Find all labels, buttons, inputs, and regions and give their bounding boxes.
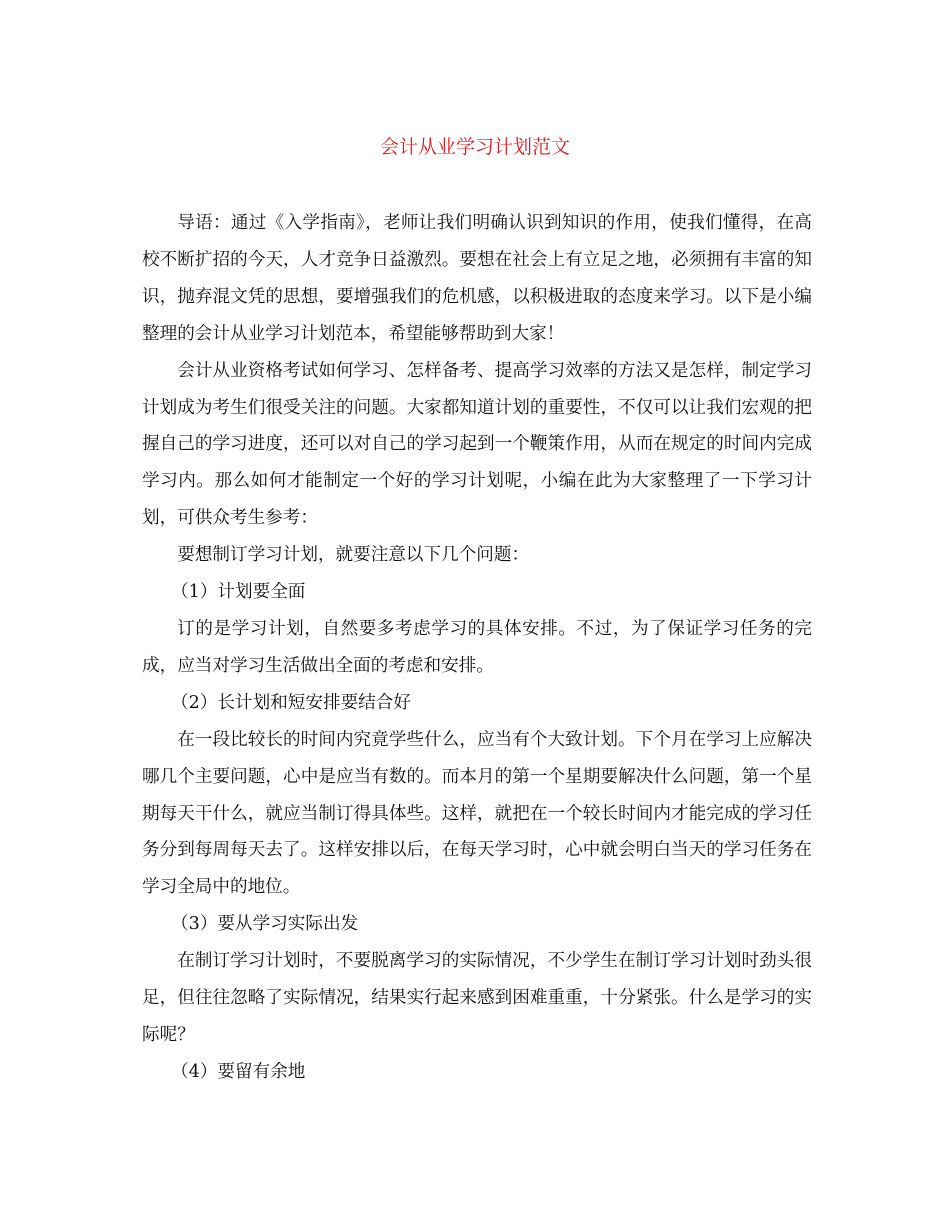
document-title: 会计从业学习计划范文 (379, 136, 570, 158)
section-heading: （1）计划要全面 (171, 582, 306, 603)
body-paragraph: 订的是学习计划，自然要多考虑学习的具体安排。不过，为了保证学习任务的完成，应当对学习生活做出全面的考虑和安排。 (142, 618, 812, 676)
body-paragraph: 会计从业资格考试如何学习、怎样备考、提高学习效率的方法又是怎样，制定学习计划成为考生们很受关注的问题。大家都知道计划的重要性，不仅可以让我们宏观的把握自己的学习进度，还可以对自己的学习起到一个鞭策作用，从而在规定的时间内完成学习内。那么如何才能制定一个好的学习计划呢，小编在此为大家整理了一下学习计划，可供众考生参考： (142, 360, 812, 529)
body-paragraph: 在一段比较长的时间内究竟学些什么，应当有个大致计划。下个月在学习上应解决哪几个主要问题，心中是应当有数的。而本月的第一个星期要解决什么问题，第一个星期每天干什么，就应当制订得具体些。这样，就把在一个较长时间内才能完成的学习任务分到每周每天去了。这样安排以后，在每天学习时，心中就会明白当天的学习任务在学习全局中的地位。 (142, 729, 812, 898)
section-heading: （4）要留有余地 (171, 1061, 306, 1082)
body-paragraph: 要想制订学习计划，就要注意以下几个问题： (177, 545, 530, 566)
intro-paragraph: 导语：通过《入学指南》，老师让我们明确认识到知识的作用，使我们懂得，在高校不断扩招的今天，人才竞争日益激烈。要想在社会上有立足之地，必须拥有丰富的知识，抛弃混文凭的思想，要增强我们的危机感，以积极进取的态度来学习。以下是小编整理的会计从业学习计划范本，希望能够帮助到大家！ (142, 213, 812, 344)
section-heading: （3）要从学习实际出发 (171, 914, 359, 935)
body-paragraph: 在制订学习计划时，不要脱离学习的实际情况，不少学生在制订学习计划时劲头很足，但往往忽略了实际情况，结果实行起来感到困难重重，十分紧张。什么是学习的实际呢？ (142, 951, 812, 1045)
section-heading: （2）长计划和短安排要结合好 (171, 692, 411, 713)
document-body (142, 205, 812, 1091)
